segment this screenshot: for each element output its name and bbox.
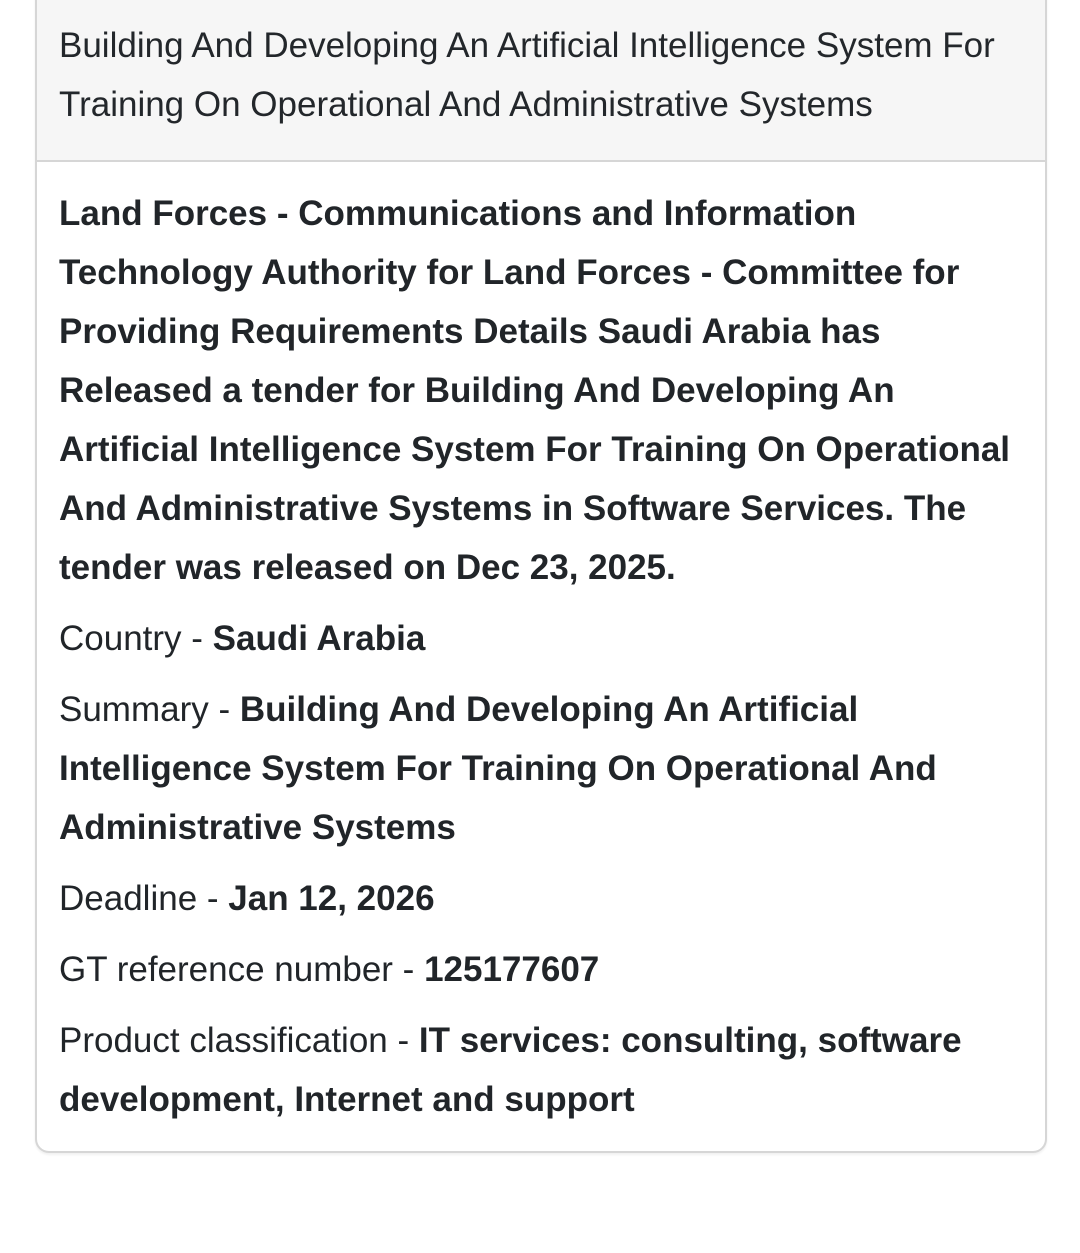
intro-tender-title: Building And Developing An Artificial Intelligence System For Training On Operational And Administrative Systems [59, 371, 1011, 528]
field-value: Jan 12, 2026 [228, 879, 435, 918]
field-label: GT reference number - [59, 950, 425, 989]
intro-suffix: in Software Services. The tender was released on Dec 23, 2025. [59, 489, 967, 587]
field-value: IT services: consulting, software development, Internet and support [59, 1021, 962, 1119]
field-deadline [59, 869, 1023, 928]
field-summary [59, 680, 1023, 857]
tender-details [37, 162, 1045, 1151]
tender-title[interactable] [37, 0, 1045, 162]
field-value: 125177607 [424, 950, 600, 989]
field-label: Summary - [59, 690, 240, 729]
field-value: Saudi Arabia [212, 619, 426, 658]
field-reference-number [59, 940, 1023, 999]
field-label: Country - [59, 619, 213, 658]
field-label: Deadline - [59, 879, 229, 918]
tender-card [35, 0, 1047, 1153]
field-country [59, 609, 1023, 668]
tender-title-text: Building And Developing An Artificial Intelligence System For Training On Operational And Administrative Systems [59, 26, 995, 124]
field-label: Product classification - [59, 1021, 419, 1060]
tender-intro-paragraph [59, 184, 1023, 597]
intro-prefix: Land Forces - Communications and Information Technology Authority for Land Forces - Committee for Providing Requirements Details Saudi Arabia has Released a tender for [59, 194, 960, 410]
field-value: Building And Developing An Artificial Intelligence System For Training On Operational And Administrative Systems [59, 690, 937, 847]
field-product-classification [59, 1011, 1023, 1129]
